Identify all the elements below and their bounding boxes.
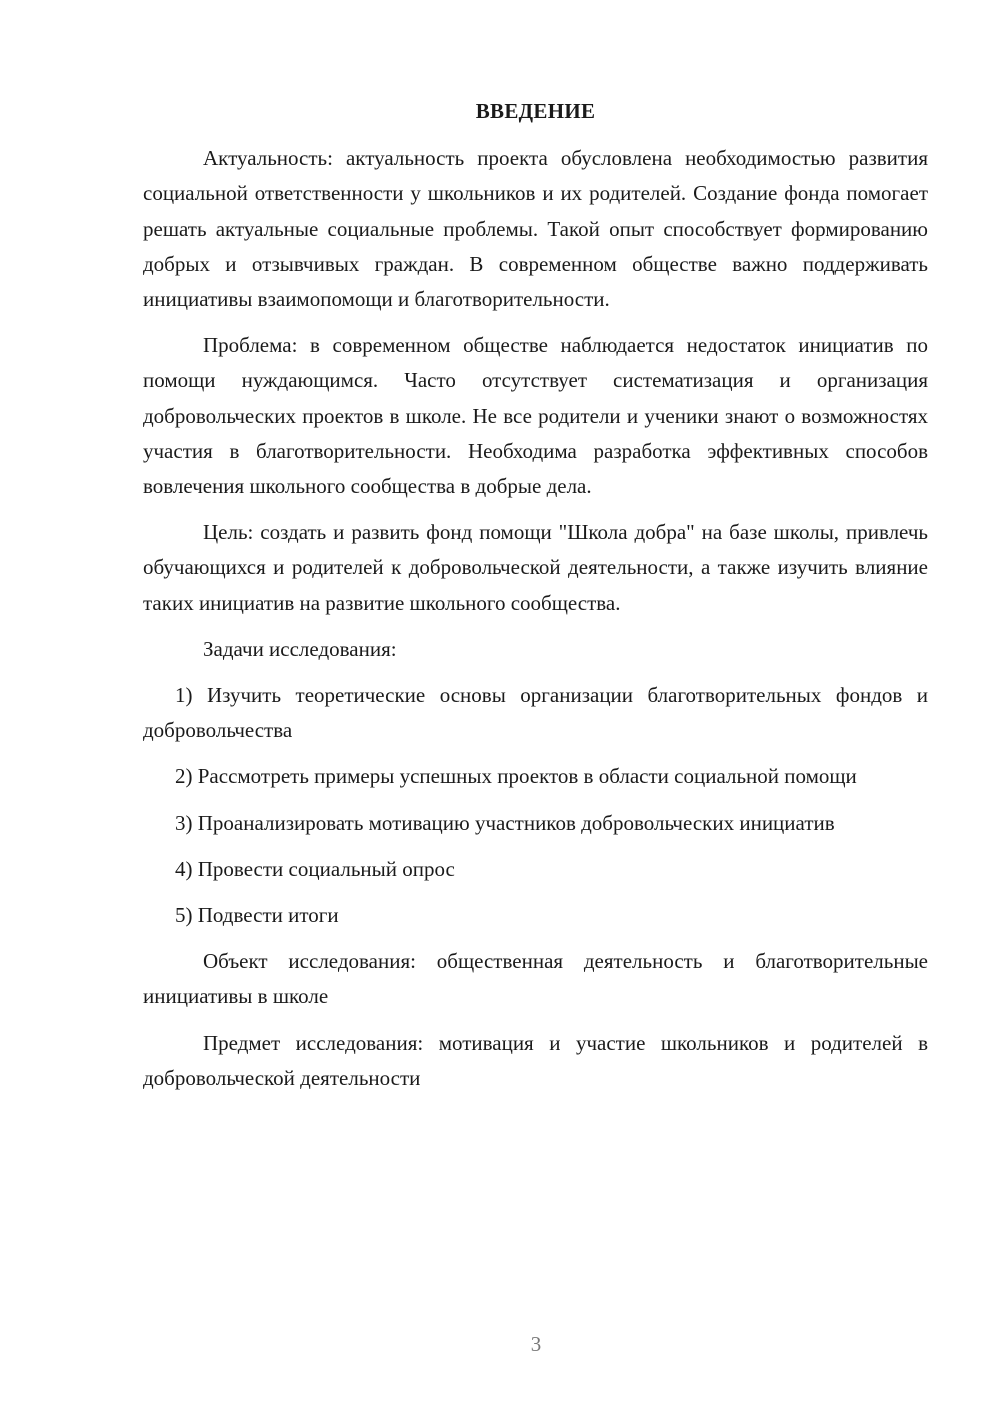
task-item: 1) Изучить теоретические основы организации благотворительных фондов и добровольчества [143,683,928,743]
page-title: ВВЕДЕНИЕ [475,99,596,123]
page-number: 3 [530,1332,542,1356]
tasks-heading: Задачи исследования: [203,636,397,661]
task-item: 5) Подвести итоги [175,903,339,928]
relevance-paragraph: Актуальность: актуальность проекта обусловлена необходимостью развития социальной ответственности у школьников и их родителей. Создание фонда помогает решать актуальные социальные проблемы. Такой опыт способствует формированию добрых и отзывчивых граждан. В современном обществе важно поддерживать инициативы взаимопомощи и благотворительности. [143,146,928,312]
goal-paragraph: Цель: создать и развить фонд помощи "Школа добра" на базе школы, привлечь обучающихся и родителей к добровольческой деятельности, а также изучить влияние таких инициатив на развитие школьного сообщества. [143,520,928,615]
tasks-list [143,678,928,933]
task-item: 2) Рассмотреть примеры успешных проектов в области социальной помощи [175,764,857,789]
document-page [143,94,928,1096]
task-item: 4) Провести социальный опрос [175,856,455,881]
problem-paragraph: Проблема: в современном обществе наблюдается недостаток инициатив по помощи нуждающимся. Часто отсутствует систематизация и организация добровольческих проектов в школе. Не все родители и ученики знают о возможностях участия в благотворительности. Необходима разработка эффективных способов вовлечения школьного сообщества в добрые дела. [143,333,928,499]
object-paragraph: Объект исследования: общественная деятельность и благотворительные инициативы в школе [143,949,928,1009]
subject-paragraph: Предмет исследования: мотивация и участие школьников и родителей в добровольческой деятельности [143,1030,928,1090]
task-item: 3) Проанализировать мотивацию участников добровольческих инициатив [175,810,835,835]
